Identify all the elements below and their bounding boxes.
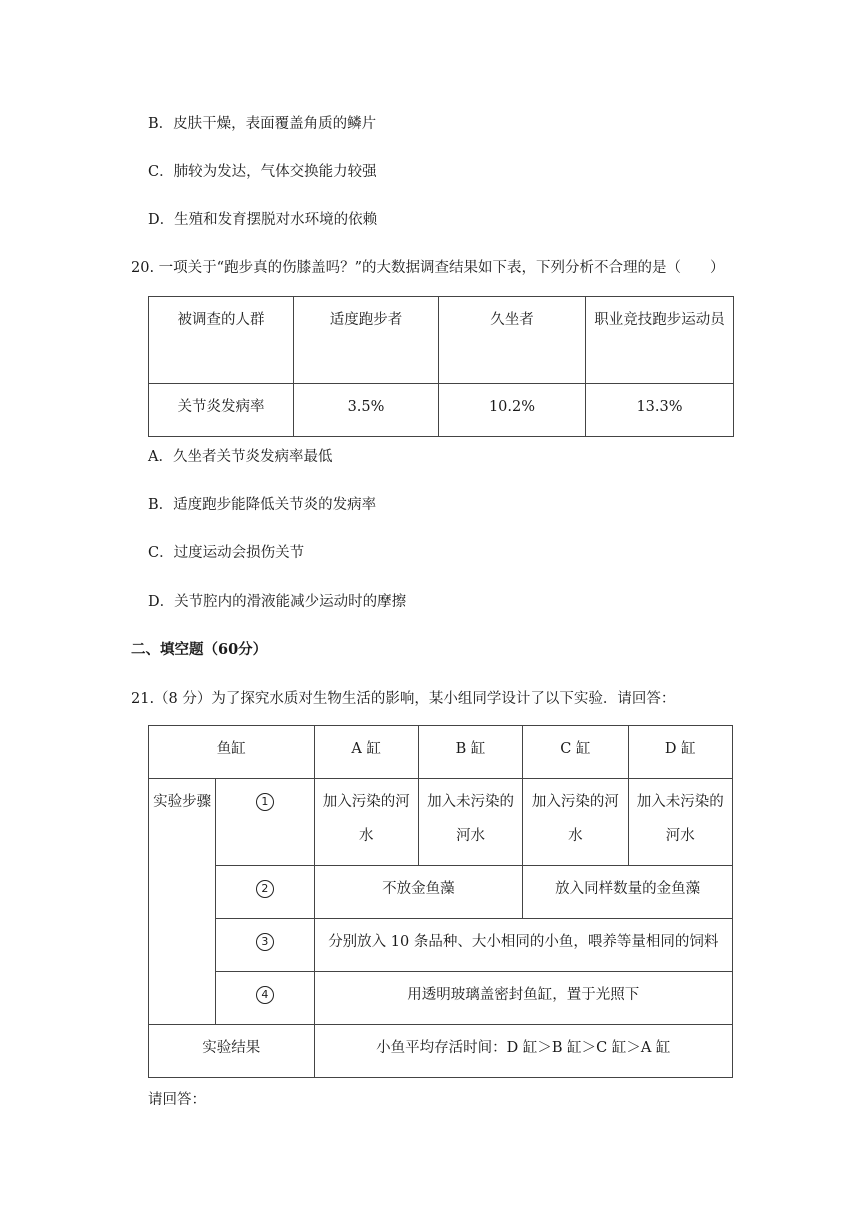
table-header-cell: C 缸 <box>523 726 628 779</box>
q20-option-a: A．久坐者关节炎发病率最低 <box>148 449 333 465</box>
table-row <box>149 384 734 437</box>
step-number <box>216 972 314 1025</box>
table-cell: 不放金鱼藻 <box>314 866 523 919</box>
table-cell: 关节炎发病率 <box>149 384 294 437</box>
table-cell: 放入同样数量的金鱼藻 <box>523 866 733 919</box>
section-heading: 二、填空题（60分） <box>131 641 268 658</box>
step-number <box>216 866 314 919</box>
table-header-cell: D 缸 <box>628 726 732 779</box>
table-cell: 3.5% <box>294 384 439 437</box>
table-cell: 用透明玻璃盖密封鱼缸，置于光照下 <box>314 972 732 1025</box>
table-cell: 分别放入 10 条品种、大小相同的小鱼，喂养等量相同的饲料 <box>314 919 732 972</box>
step-number-badge: 2 <box>256 880 274 898</box>
table-row <box>149 297 734 384</box>
table-cell: 加入污染的河水 <box>314 779 418 866</box>
table-header-cell: B 缸 <box>418 726 522 779</box>
table-cell: 加入未污染的河水 <box>628 779 732 866</box>
step-number-badge: 1 <box>256 793 274 811</box>
q20-option-b: B．适度跑步能降低关节炎的发病率 <box>148 497 377 513</box>
table-row <box>149 1025 733 1078</box>
table-header-cell: A 缸 <box>314 726 418 779</box>
q20-table <box>148 296 734 437</box>
table-header-cell: 久坐者 <box>439 297 586 384</box>
q21-table <box>148 725 733 1078</box>
table-header-cell: 被调查的人群 <box>149 297 294 384</box>
table-cell: 10.2% <box>439 384 586 437</box>
q19-option-d: D．生殖和发育摆脱对水环境的依赖 <box>148 212 378 228</box>
q20-option-d: D．关节腔内的滑液能减少运动时的摩擦 <box>148 594 407 610</box>
q20-stem: 20. 一项关于“跑步真的伤膝盖吗？”的大数据调查结果如下表，下列分析不合理的是（ ） <box>131 260 725 276</box>
steps-label-cell: 实验步骤 <box>149 779 216 1025</box>
q19-option-b: B．皮肤干燥，表面覆盖角质的鳞片 <box>148 116 377 132</box>
q19-option-c: C．肺较为发达，气体交换能力较强 <box>148 164 377 180</box>
step-number <box>216 919 314 972</box>
q21-stem: 21.（8 分）为了探究水质对生物生活的影响，某小组同学设计了以下实验．请回答： <box>131 691 676 707</box>
table-cell: 小鱼平均存活时间：D 缸＞B 缸＞C 缸＞A 缸 <box>314 1025 732 1078</box>
table-header-cell: 职业竞技跑步运动员 <box>586 297 734 384</box>
q21-prompt: 请回答： <box>148 1092 206 1108</box>
table-row <box>149 919 733 972</box>
step-number <box>216 779 314 866</box>
table-row <box>149 972 733 1025</box>
table-header-cell: 适度跑步者 <box>294 297 439 384</box>
table-cell: 加入污染的河水 <box>523 779 628 866</box>
table-header-cell: 鱼缸 <box>149 726 315 779</box>
table-row <box>149 779 733 866</box>
table-row <box>149 866 733 919</box>
table-cell: 13.3% <box>586 384 734 437</box>
step-number-badge: 3 <box>256 933 274 951</box>
table-row <box>149 726 733 779</box>
result-label-cell: 实验结果 <box>149 1025 315 1078</box>
table-cell: 加入未污染的河水 <box>418 779 522 866</box>
q20-option-c: C．过度运动会损伤关节 <box>148 545 305 561</box>
step-number-badge: 4 <box>256 986 274 1004</box>
